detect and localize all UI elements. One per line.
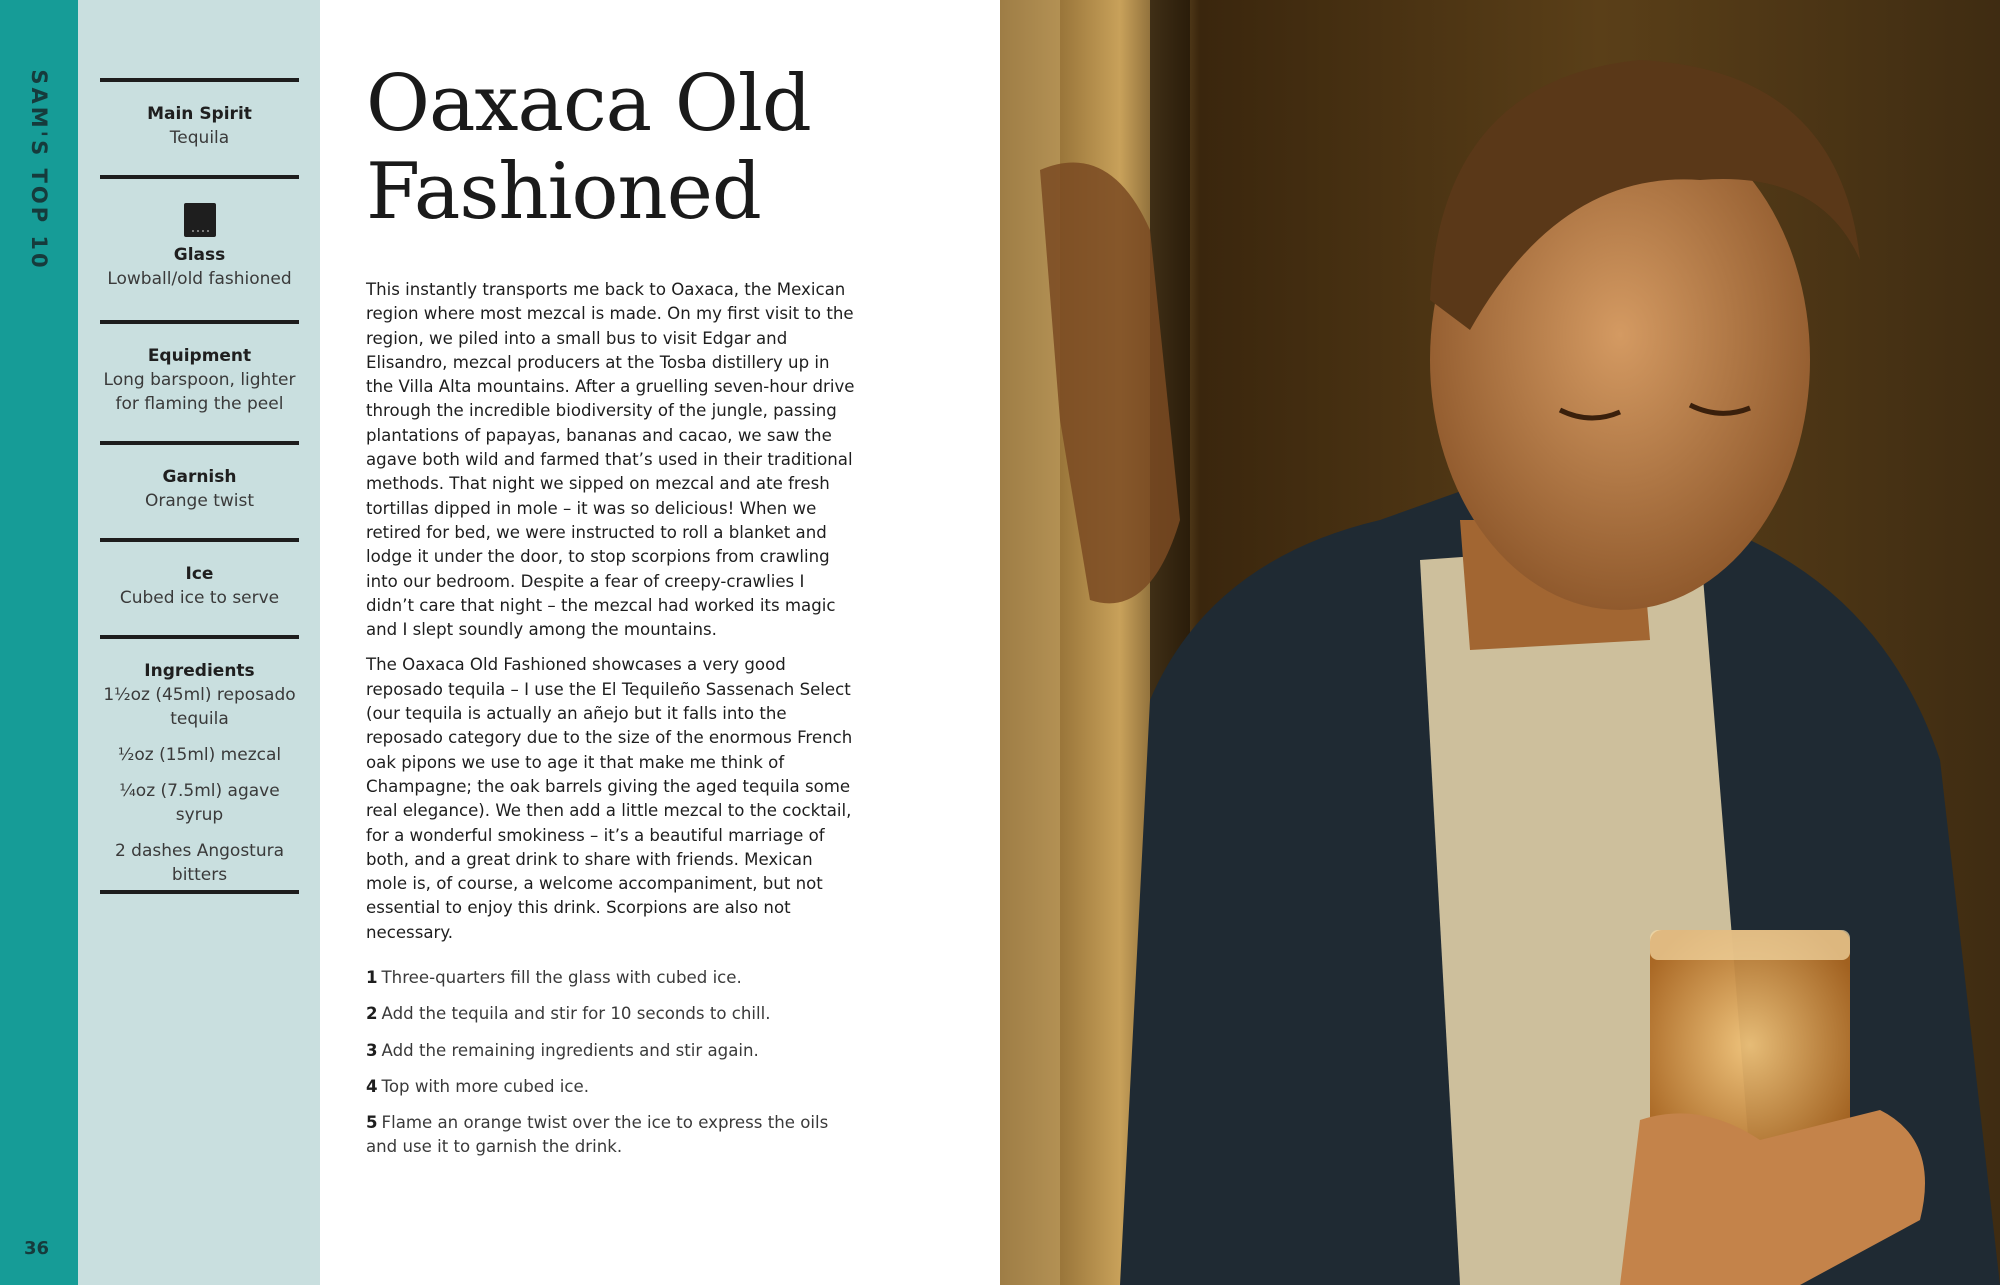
main-spirit-value: Tequila [169, 128, 230, 148]
ice-block [100, 538, 299, 610]
ingredient-item: ½oz (15ml) mezcal [117, 745, 282, 765]
story-paragraph-1: This instantly transports me back to Oaxaca, the Mexican region where most mezcal is made. On my first visit to the region, we piled into a small bus to visit Edgar and Elisandro, mezcal producers at the Tosba distillery up in the Villa Alta mountains. After a gruelling seven-hour drive through the incredible biodiversity of the jungle, passing plantations of papayas, bananas and cacao, we saw the agave both wild and farmed that’s used in their traditional methods. That night we sipped on mezcal and ate fresh tortillas dipped in mole – it was so delicious! When we retired for bed, we were instructed to roll a blanket and lodge it under the door, to stop scorpions from crawling into our bedroom. Despite a fear of creepy-crawlies I didn’t care that night – the mezcal had worked its magic and I slept soundly among the mountains. [366, 280, 855, 640]
recipe-title [366, 60, 966, 236]
method-steps [366, 966, 836, 1172]
ingredients-block [100, 635, 299, 899]
equipment-value: Long barspoon, lighter for flaming the peel [103, 370, 296, 414]
step-number: 5 [366, 1113, 378, 1133]
method-step [366, 966, 836, 990]
glass-block [100, 175, 299, 291]
garnish-label: Garnish [162, 467, 237, 487]
section-tag: SAM'S TOP 10 [27, 69, 51, 271]
method-step [366, 1039, 836, 1063]
step-number: 2 [366, 1004, 378, 1024]
ice-value: Cubed ice to serve [119, 588, 280, 608]
ice-label: Ice [185, 564, 214, 584]
step-number: 1 [366, 968, 378, 987]
method-step [366, 1075, 836, 1099]
story-paragraph-2: The Oaxaca Old Fashioned showcases a very good reposado tequila – I use the El Tequileño Sassenach Select (our tequila is actually an añejo but it falls into the reposado category due to the size of the enormous French oak pipons we use to age it that make me think of Champagne; the oak barrels giving the aged tequila some real elegance). We then add a little mezcal to the cocktail, for a wonderful smokiness – it’s a beautiful marriage of both, and a great drink to share with friends. Mexican mole is, of course, a welcome accompaniment, but not essential to enjoy this drink. Scorpions are also not necessary. [366, 655, 853, 942]
step-text: Three-quarters fill the glass with cubed ice. [381, 968, 742, 987]
step-text: Add the remaining ingredients and stir again. [381, 1040, 759, 1060]
recipe-title-line-2: Fashioned [366, 147, 761, 237]
step-text: Flame an orange twist over the ice to express the oils and use it to garnish the drink. [366, 1113, 829, 1157]
glass-value: Lowball/old fashioned [107, 269, 292, 289]
equipment-label: Equipment [147, 346, 252, 366]
garnish-value: Orange twist [144, 491, 255, 511]
ingredient-item: ¼oz (7.5ml) agave syrup [119, 781, 280, 825]
ingredient-item: 2 dashes Angostura bitters [114, 841, 285, 885]
garnish-block [100, 441, 299, 513]
panel-end-rule [100, 890, 299, 894]
main-spirit-block [100, 78, 299, 150]
lowball-glass-icon [184, 203, 216, 237]
equipment-block [100, 320, 299, 416]
step-number: 3 [366, 1040, 378, 1060]
glass-label: Glass [173, 245, 226, 265]
step-text: Top with more cubed ice. [381, 1076, 589, 1096]
main-spirit-label: Main Spirit [147, 104, 252, 124]
portrait-illustration [1000, 0, 2000, 1285]
ingredient-item: 1½oz (45ml) reposado tequila [103, 685, 296, 729]
ingredients-label: Ingredients [144, 661, 255, 681]
recipe-title-line-1: Oaxaca Old [366, 59, 811, 149]
portrait-photo [1000, 0, 2000, 1285]
method-step [366, 1002, 836, 1026]
method-step [366, 1111, 836, 1160]
step-text: Add the tequila and stir for 10 seconds to chill. [381, 1004, 771, 1024]
step-number: 4 [366, 1076, 378, 1096]
page-number: 36 [24, 1238, 50, 1259]
recipe-story [366, 278, 856, 956]
